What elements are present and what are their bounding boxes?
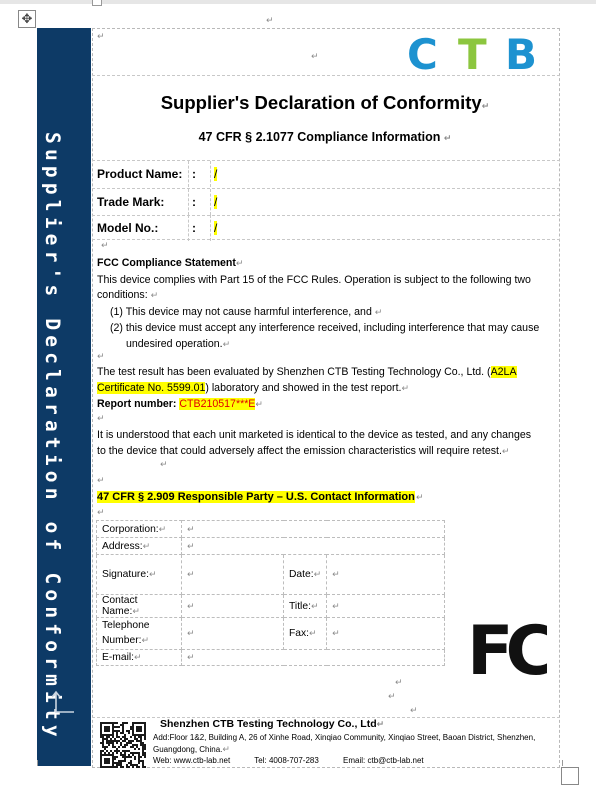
divider — [92, 75, 560, 76]
paragraph-mark: ↵ — [97, 508, 105, 518]
table-move-handle-icon[interactable]: ✥ — [18, 10, 36, 28]
crop-mark — [562, 760, 569, 766]
product-name-value[interactable]: / — [214, 167, 218, 181]
retest-line-1: It is understood that each unit marketed is identical to the device as tested, and any changes — [97, 429, 532, 441]
footer-email[interactable]: Email: ctb@ctb-lab.net — [343, 756, 424, 765]
responsible-party-title: 47 CFR § 2.909 Responsible Party – U.S. Contact Information — [97, 491, 415, 503]
fcc-intro-1: This device complies with Part 15 of the FCC Rules. Operation is subject to the following two — [97, 273, 531, 286]
report-number-value: CTB210517***E — [179, 398, 256, 410]
contact-name-field[interactable]: ↵ — [182, 595, 284, 618]
crop-mark — [31, 760, 38, 766]
paragraph-mark: ↵ — [395, 678, 403, 688]
fcc-statement: FCC Compliance Statement↵ This device complies with Part 15 of the FCC Rules. Operation is subject to the following two conditions: ↵ (1) This device may not cause harmful interference, and ↵ (2) this device must accept any interference received, including interference that may cause undesired operation.↵ — [97, 256, 555, 353]
corporation-field[interactable]: ↵ — [182, 521, 445, 538]
fcc-heading: FCC Compliance Statement — [97, 257, 236, 269]
email-field[interactable]: ↵ — [182, 650, 445, 666]
address-label: Address:↵ — [97, 538, 182, 555]
contact-name-label: Contact Name:↵ — [97, 595, 182, 618]
corporation-label: Corporation:↵ — [97, 521, 182, 538]
telephone-label: Telephone Number:↵ — [97, 618, 182, 650]
telephone-field[interactable]: ↵ — [182, 618, 284, 650]
retest-statement: It is understood that each unit marketed is identical to the device as tested, and any changes to the device that could adversely affect the emission characteristics will require retest.↵ — [97, 428, 555, 460]
paragraph-mark: ↵ — [97, 32, 105, 42]
trade-mark-value[interactable]: / — [214, 195, 218, 209]
resize-handle[interactable] — [561, 767, 579, 785]
paragraph-mark: ↵ — [97, 352, 105, 362]
fcc-logo-text: FC — [467, 614, 547, 680]
trade-mark-row — [92, 189, 560, 215]
paragraph-mark: ↵ — [97, 476, 105, 486]
title-field[interactable]: ↵ — [327, 595, 445, 618]
paragraph-mark: ↵ — [388, 692, 396, 702]
address-field[interactable]: ↵ — [182, 538, 445, 555]
signature-field[interactable]: ↵ — [182, 555, 284, 595]
product-name-colon: : — [192, 167, 196, 181]
fcc-condition-2b: undesired operation. — [126, 337, 223, 350]
svg-text:T: T — [458, 33, 487, 75]
fcc-intro-2: conditions: — [97, 289, 148, 301]
document-title: Supplier's Declaration of Conformity↵ — [160, 92, 490, 113]
cert-a2la: A2LA — [490, 366, 517, 378]
qr-code — [100, 722, 146, 768]
paragraph-mark: ↵ — [410, 706, 418, 716]
footer-address: Add:Floor 1&2, Building A, 26 of Xinhe Road, Xinqiao Community, Xinqiao Street, Baoan District, Shenzhen, Guangdong, China.↵ — [153, 733, 536, 755]
paragraph-mark: ↵ — [97, 414, 105, 424]
table-corner-handle[interactable] — [92, 0, 102, 6]
footer-web[interactable]: Web: www.ctb-lab.net — [153, 756, 231, 765]
footer-company: Shenzhen CTB Testing Technology Co., Ltd↵ — [160, 718, 385, 730]
retest-line-2: to the device that could adversely affect the emission characteristics will require retest. — [97, 444, 502, 457]
fax-field[interactable]: ↵ — [327, 618, 445, 650]
cert-number: Certificate No. 5599.01 — [97, 381, 206, 394]
product-name-label: Product Name: — [97, 167, 183, 181]
svg-text:B: B — [505, 33, 538, 75]
footer-contact — [153, 756, 555, 765]
paragraph-mark: ↵ — [160, 460, 168, 470]
model-no-label: Model No.: — [97, 221, 159, 235]
paragraph-mark: ↵ — [101, 241, 109, 251]
fcc-condition-1: (1) This device may not cause harmful interference, and — [110, 305, 372, 318]
product-name-row — [92, 161, 560, 187]
return-arrow-icon — [52, 690, 76, 716]
model-no-colon: : — [192, 221, 196, 235]
date-field[interactable]: ↵ — [327, 555, 445, 595]
fcc-logo — [467, 614, 547, 680]
contact-table — [96, 520, 445, 666]
fcc-condition-2a: (2) this device must accept any interference received, including interference that may cause — [110, 322, 540, 334]
evaluation-statement: The test result has been evaluated by Shenzhen CTB Testing Technology Co., Ltd. (A2LA Certificate No. 5599.01) laboratory and showed in the test report.↵ Report number: CTB210517***E↵ — [97, 366, 517, 410]
paragraph-mark: ↵ — [416, 493, 424, 503]
divider — [92, 239, 560, 240]
document-subtitle: 47 CFR § 2.1077 Compliance Information ↵ — [198, 130, 452, 144]
date-label: Date:↵ — [284, 555, 327, 595]
email-label: E-mail:↵ — [97, 650, 182, 666]
window-top-bar — [0, 0, 596, 4]
model-no-row — [92, 215, 560, 241]
title-label: Title:↵ — [284, 595, 327, 618]
svg-text:C: C — [407, 33, 438, 75]
trade-mark-colon: : — [192, 195, 196, 209]
footer-tel: Tel: 4008-707-283 — [254, 756, 319, 765]
signature-label: Signature:↵ — [97, 555, 182, 595]
trade-mark-label: Trade Mark: — [97, 195, 165, 209]
vertical-banner-text: Supplier's Declaration of Conformity — [41, 132, 64, 742]
report-number-label: Report number: — [97, 398, 180, 410]
paragraph-mark: ↵ — [266, 16, 274, 26]
ctb-logo — [405, 33, 555, 75]
model-no-value[interactable]: / — [214, 221, 218, 235]
fax-label: Fax:↵ — [284, 618, 327, 650]
paragraph-mark: ↵ — [311, 52, 319, 62]
